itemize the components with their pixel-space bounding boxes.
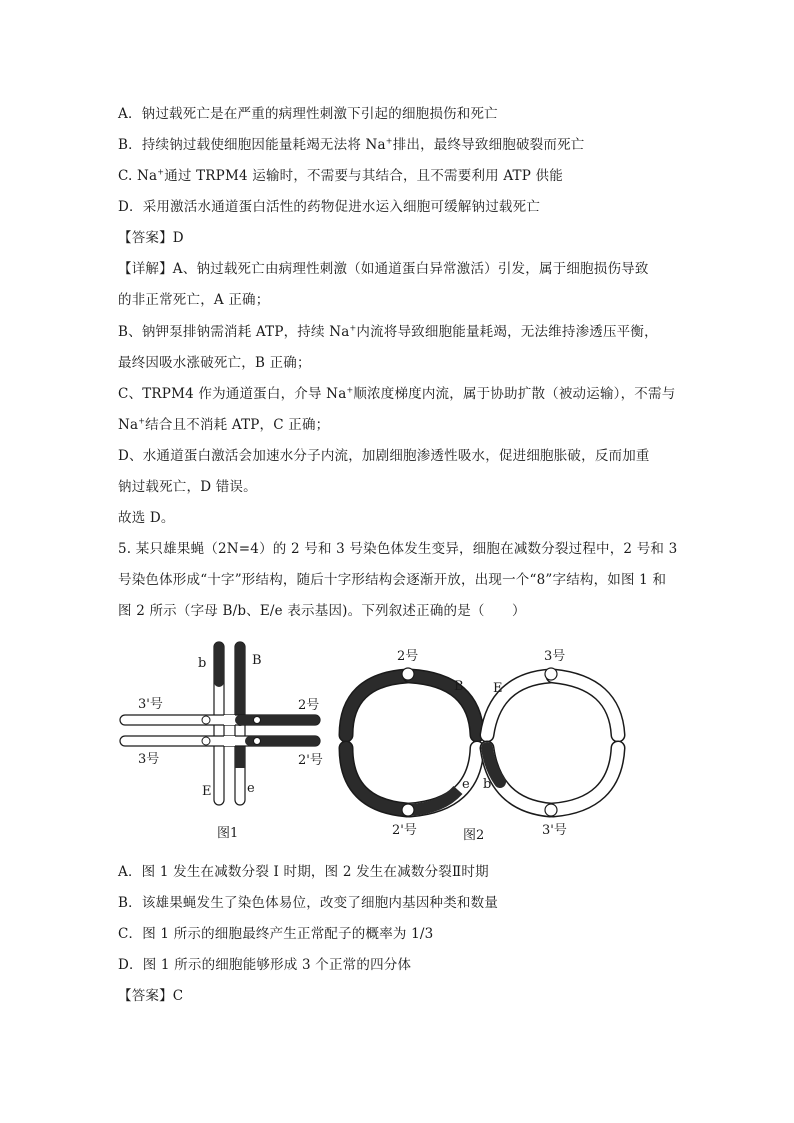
analysis-text: 结合且不消耗 ATP，C 正确； bbox=[145, 417, 330, 433]
dark-segment bbox=[235, 642, 245, 726]
q4-analysis-line: 最终因吸水涨破死亡，B 正确； bbox=[118, 355, 311, 371]
gene-label-e: e bbox=[247, 781, 255, 796]
gene-label-b: b bbox=[483, 777, 492, 792]
q5-answer: 【答案】C bbox=[118, 988, 184, 1004]
gap bbox=[224, 736, 235, 746]
q4-option-c-text-end: 通过 TRPM4 运输时，不需要与其结合，且不需要利用 ATP 供能 bbox=[164, 168, 563, 184]
centromere bbox=[545, 804, 557, 816]
q5-option-b: B．该雄果蝇发生了染色体易位，改变了细胞内基因种类和数量 bbox=[118, 895, 499, 911]
q4-analysis-line bbox=[118, 417, 329, 433]
analysis-text: 顺浓度梯度内流，属于协助扩散（被动运输），不需与 bbox=[353, 386, 676, 402]
chromosome-label-3: 3号 bbox=[138, 752, 160, 767]
figure-2 bbox=[346, 649, 618, 843]
centromere bbox=[402, 804, 414, 816]
chromosome-label-2-prime: 2'号 bbox=[298, 753, 323, 768]
centromere bbox=[402, 668, 414, 680]
centromere bbox=[254, 717, 261, 724]
gene-label-b: b bbox=[198, 656, 207, 671]
q4-option-d: D．采用激活水通道蛋白活性的药物促进水运入细胞可缓解钠过载死亡 bbox=[118, 199, 541, 215]
q4-analysis-conclusion: 故选 D。 bbox=[118, 510, 175, 526]
dark-segment bbox=[214, 642, 224, 687]
figure-2-caption: 图2 bbox=[463, 828, 485, 843]
q4-option-c bbox=[118, 168, 563, 184]
centromere bbox=[545, 668, 557, 680]
q4-analysis-line bbox=[118, 386, 675, 402]
q5-option-a: A．图 1 发生在减数分裂 I 时期，图 2 发生在减数分裂Ⅱ时期 bbox=[118, 864, 489, 880]
q5-option-d: D．图 1 所示的细胞能够形成 3 个正常的四分体 bbox=[118, 957, 412, 973]
q4-analysis-line: 钠过载死亡，D 错误。 bbox=[118, 479, 257, 495]
figure-1-caption: 图1 bbox=[217, 826, 239, 841]
gene-label-e: e bbox=[462, 777, 470, 792]
dark-segment bbox=[235, 715, 320, 725]
q4-analysis-line bbox=[118, 324, 658, 340]
gene-label-B: B bbox=[454, 679, 464, 694]
superscript: + bbox=[157, 167, 165, 177]
superscript: + bbox=[385, 136, 393, 146]
chromosome-label-2: 2号 bbox=[298, 698, 320, 713]
gene-label-E: E bbox=[493, 681, 503, 696]
chromosome-label-2: 2号 bbox=[397, 649, 419, 664]
chromosome-label-3-prime: 3'号 bbox=[542, 823, 567, 838]
superscript: + bbox=[346, 385, 354, 395]
q4-analysis-line: 【详解】A、钠过载死亡由病理性刺激（如通道蛋白异常激活）引发，属于细胞损伤导致 bbox=[118, 261, 649, 277]
analysis-text: B、钠钾泵排钠需消耗 ATP，持续 Na bbox=[118, 324, 350, 340]
q5-stem-line: 号染色体形成“十字”形结构，随后十字形结构会逐渐开放，出现一个“8”字结构，如图 1 和 bbox=[118, 572, 667, 588]
q5-stem-line: 5. 某只雄果蝇（2N=4）的 2 号和 3 号染色体发生变异，细胞在减数分裂过程中，2 号和 3 bbox=[118, 541, 678, 557]
gap bbox=[224, 715, 235, 725]
centromere bbox=[202, 716, 210, 724]
q5-stem-line: 图 2 所示（字母 B/b、E/e 表示基因)。下列叙述正确的是（ ） bbox=[118, 603, 526, 619]
q5-option-c: C．图 1 所示的细胞最终产生正常配子的概率为 1/3 bbox=[118, 926, 434, 942]
chromosome-figure bbox=[110, 640, 640, 845]
centromere bbox=[202, 737, 210, 745]
q4-option-b-text: B．持续钠过载使细胞因能量耗竭无法将 Na bbox=[118, 137, 386, 153]
analysis-text: Na bbox=[118, 417, 139, 433]
superscript: + bbox=[349, 323, 357, 333]
figure-1 bbox=[120, 642, 323, 841]
q4-option-c-text: C. Na bbox=[118, 168, 158, 184]
superscript: + bbox=[138, 416, 146, 426]
q4-analysis-line: 的非正常死亡，A 正确； bbox=[118, 292, 270, 308]
analysis-text: C、TRPM4 作为通道蛋白，介导 Na bbox=[118, 386, 347, 402]
chromosome-label-3: 3号 bbox=[544, 649, 566, 664]
gene-label-E: E bbox=[202, 784, 212, 799]
chromosome-label-3-prime: 3'号 bbox=[138, 697, 163, 712]
q4-option-a: A．钠过载死亡是在严重的病理性刺激下引起的细胞损伤和死亡 bbox=[118, 106, 498, 122]
chromosome-label-2-prime: 2'号 bbox=[392, 823, 417, 838]
q4-option-b bbox=[118, 137, 585, 153]
gene-label-B: B bbox=[252, 653, 262, 668]
q4-answer: 【答案】D bbox=[118, 230, 184, 246]
centromere bbox=[254, 738, 261, 745]
q4-analysis-line: D、水通道蛋白激活会加速水分子内流，加剧细胞渗透性吸水，促进细胞胀破，反而加重 bbox=[118, 448, 650, 464]
q4-option-b-text-end: 排出，最终导致细胞破裂而死亡 bbox=[392, 137, 585, 153]
analysis-text: 内流将导致细胞能量耗竭，无法维持渗透压平衡， bbox=[356, 324, 658, 340]
